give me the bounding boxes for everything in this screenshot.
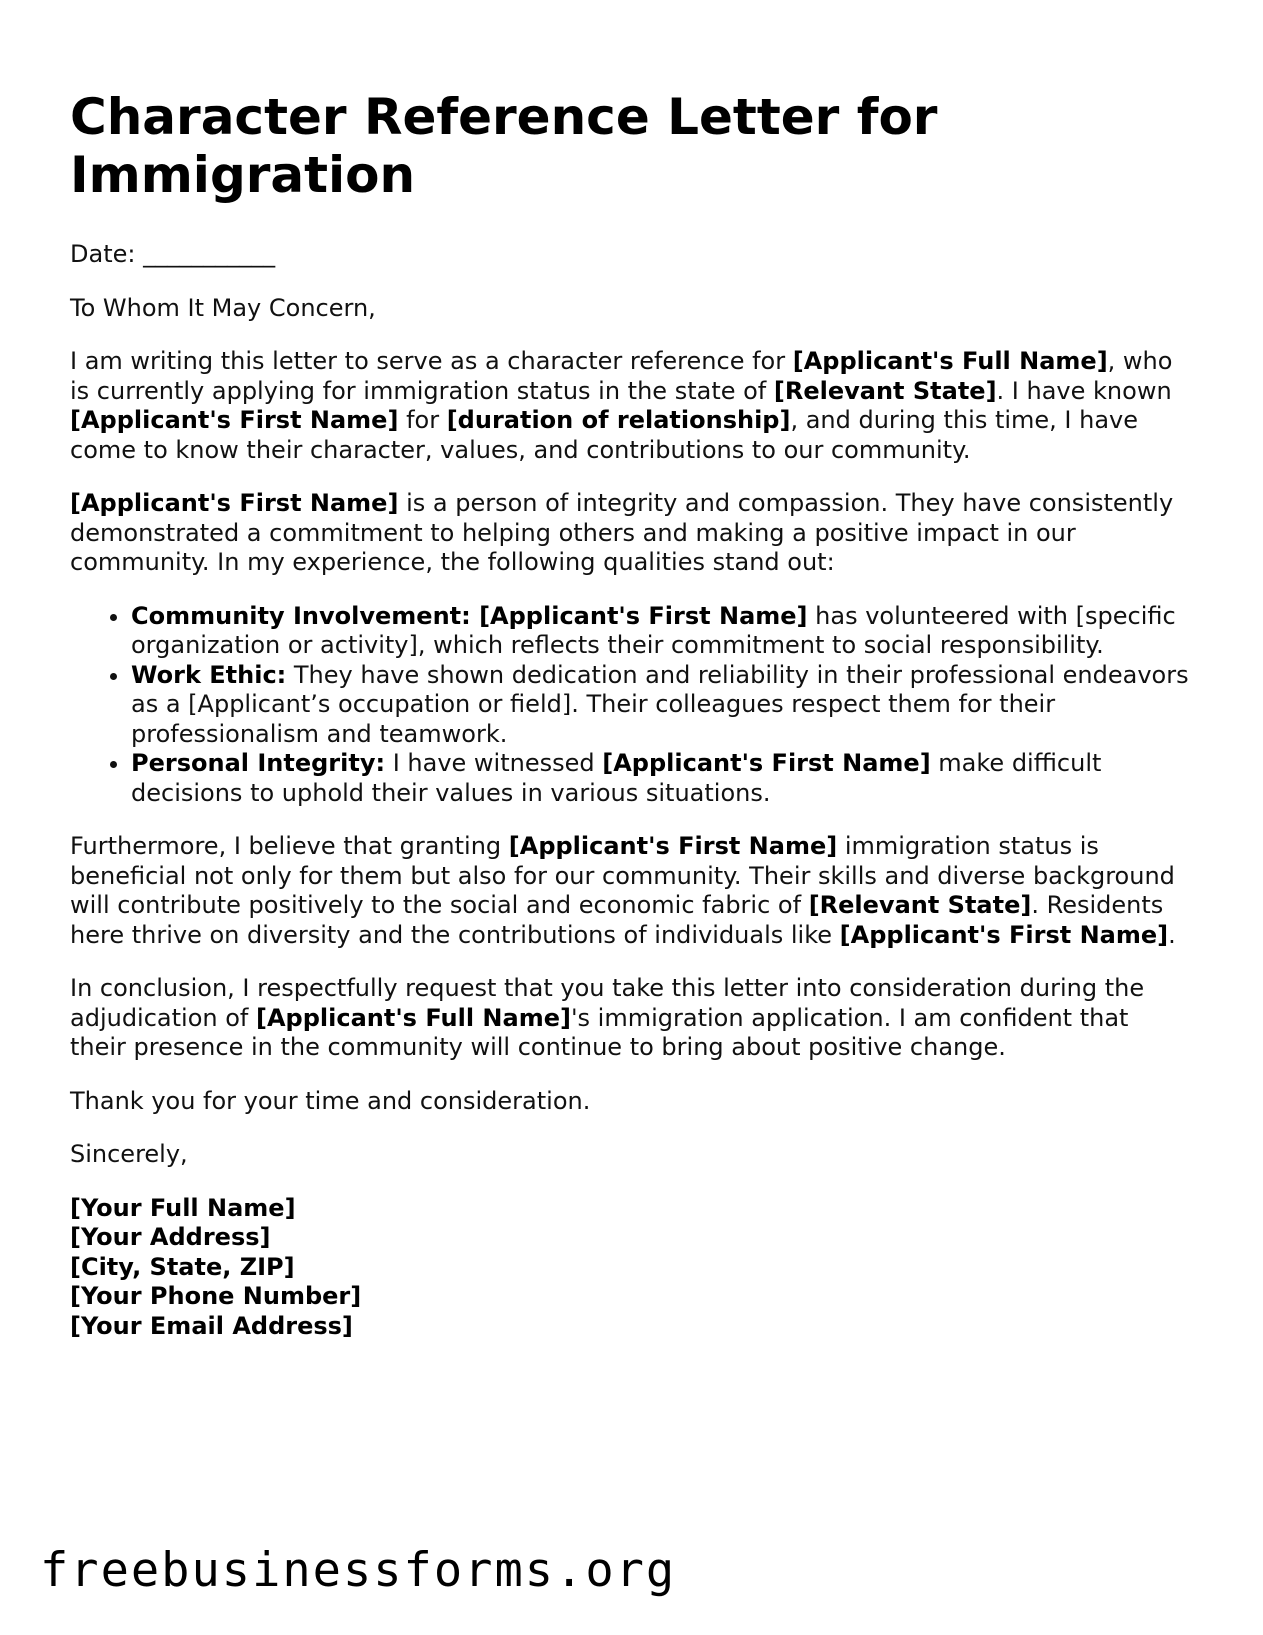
furthermore-text-1: Furthermore, I believe that granting (70, 832, 509, 860)
thanks-line: Thank you for your time and consideration. (70, 1086, 591, 1115)
applicant-full-name-placeholder: [Applicant's Full Name] (792, 347, 1108, 375)
quality-label: Work Ethic: (131, 660, 287, 689)
signature-phone: [Your Phone Number] (70, 1282, 362, 1310)
intro-text-2: , who is currently applying for immigration status in the state of (70, 347, 1173, 405)
relevant-state-placeholder: [Relevant State] (773, 376, 997, 405)
conclusion-text-1: In conclusion, I respectfully request that you take this letter into consideration during the adjudication of (70, 974, 1145, 1032)
intro-text-5: , and during this time, I have come to know their character, values, and contributions to our community. (70, 406, 1139, 464)
duration-placeholder: [duration of relationship] (446, 406, 791, 434)
signature-email: [Your Email Address] (70, 1311, 353, 1340)
applicant-first-name-placeholder: [Applicant's First Name] (602, 749, 931, 777)
quality-text-2: make difficult decisions to uphold their values in various situations. (131, 749, 1102, 807)
qualities-intro-paragraph (70, 489, 1190, 578)
closing-line: Sincerely, (70, 1140, 188, 1168)
applicant-first-name-placeholder: [Applicant's First Name] (508, 832, 838, 860)
signature-block (70, 1194, 1190, 1342)
list-item (131, 661, 1190, 750)
applicant-first-name-placeholder: [Applicant's First Name] (70, 489, 399, 517)
applicant-first-name-placeholder: [Applicant's First Name] (839, 920, 1169, 949)
qualities-intro-text: is a person of integrity and compassion. They have consistently demonstrated a commitment to helping others and making a positive impact in our community. In my experience, the following qualities stand out: (70, 489, 1174, 576)
conclusion-text-2: 's immigration application. I am confident that their presence in the community will continue to bring about positive change. (70, 1003, 1129, 1061)
signature-city-state-zip: [City, State, ZIP] (70, 1252, 295, 1281)
quality-label: Community Involvement: [Applicant's First Name] (131, 601, 808, 630)
quality-label: Personal Integrity: (131, 749, 386, 777)
letter-page (70, 88, 1190, 1341)
applicant-full-name-placeholder: [Applicant's Full Name] (256, 1003, 571, 1032)
quality-text: has volunteered with [specific organization or activity], which reflects their commitment to social responsibility. (131, 601, 1176, 659)
intro-paragraph (70, 347, 1190, 465)
furthermore-text-3: . Residents here thrive on diversity and the contributions of individuals like (70, 891, 1164, 949)
conclusion-paragraph (70, 974, 1190, 1063)
list-item (131, 749, 1190, 808)
quality-text: I have witnessed (385, 749, 603, 777)
relevant-state-placeholder: [Relevant State] (808, 891, 1032, 919)
date-line: Date: ___________ (70, 240, 276, 268)
signature-address: [Your Address] (70, 1223, 271, 1251)
footer-watermark: freebusinessforms.org (40, 1543, 677, 1598)
furthermore-paragraph (70, 832, 1190, 950)
salutation: To Whom It May Concern, (70, 293, 376, 322)
intro-text-1: I am writing this letter to serve as a character reference for (70, 347, 793, 375)
intro-text-3: . I have known (996, 376, 1172, 405)
quality-text: They have shown dedication and reliability in their professional endeavors as a [Applicant’s occupation or field]. Their colleagues respect them for their professionalism and teamwork. (131, 660, 1189, 748)
furthermore-text-2: immigration status is beneficial not only for them but also for our community. Their skills and diverse background will contribute positively to the social and economic fabric of (70, 832, 1175, 919)
qualities-list (70, 602, 1190, 809)
intro-text-4: for (398, 406, 447, 434)
list-item (131, 602, 1190, 661)
furthermore-text-4: . (1168, 920, 1176, 949)
page-title: Character Reference Letter for Immigration (70, 88, 938, 204)
signature-name: [Your Full Name] (70, 1193, 296, 1222)
applicant-first-name-placeholder: [Applicant's First Name] (70, 406, 399, 434)
